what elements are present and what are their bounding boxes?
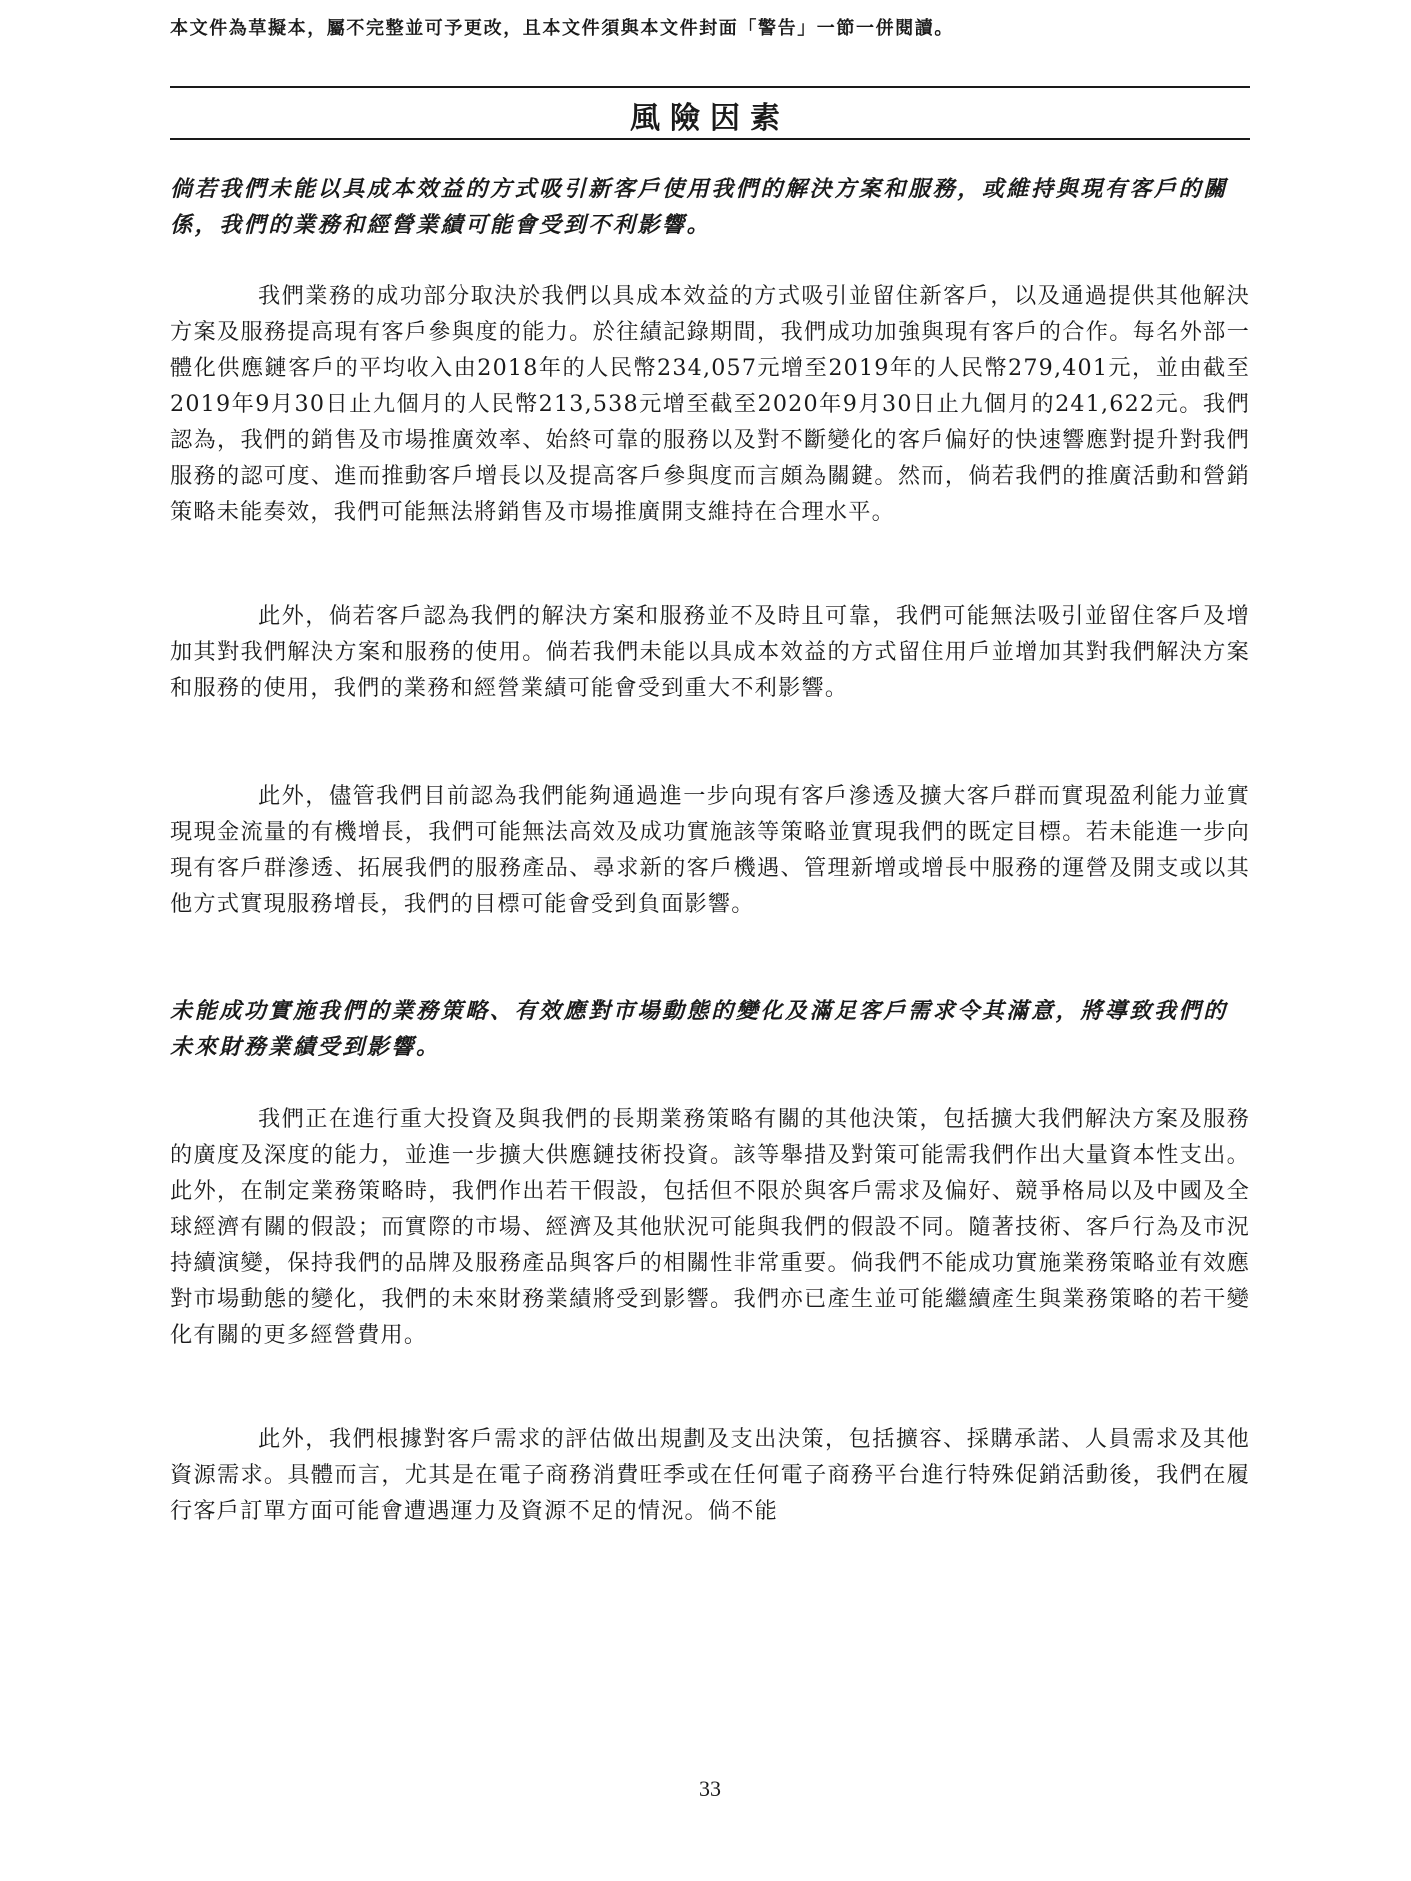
body-paragraph: 此外，我們根據對客戶需求的評估做出規劃及支出決策，包括擴容、採購承諾、人員需求及其他資源需求。具體而言，尤其是在電子商務消費旺季或在任何電子商務平台進行特殊促銷活動後，我們在履行客戶訂單方面可能會遭遇運力及資源不足的情況。倘不能 bbox=[170, 1426, 1250, 1524]
draft-disclaimer: 本文件為草擬本，屬不完整並可予更改，且本文件須與本文件封面「警告」一節一併閱讀。 bbox=[170, 18, 954, 39]
body-paragraph: 我們業務的成功部分取決於我們以具成本效益的方式吸引並留住新客戶，以及通過提供其他解決方案及服務提高現有客戶參與度的能力。於往績記錄期間，我們成功加強與現有客戶的合作。每名外部一體化供應鏈客戶的平均收入由2018年的人民幣234,057元增至2019年的人民幣279,401元，並由截至2019年9月30日止九個月的人民幣213,538元增至截至2020年9月30日止九個月的241,622元。我們認為，我們的銷售及市場推廣效率、始終可靠的服務以及對不斷變化的客戶偏好的快速響應對提升對我們服務的認可度、進而推動客戶增長以及提高客戶參與度而言頗為關鍵。然而，倘若我們的推廣活動和營銷策略未能奏效，我們可能無法將銷售及市場推廣開支維持在合理水平。 bbox=[170, 283, 1250, 525]
section-title: 風險因素 bbox=[630, 101, 790, 136]
risk-heading-customer-acquisition: 倘若我們未能以具成本效益的方式吸引新客戶使用我們的解決方案和服務，或維持與現有客戶的關係，我們的業務和經營業績可能會受到不利影響。 bbox=[170, 176, 1228, 238]
body-paragraph: 此外，倘若客戶認為我們的解決方案和服務並不及時且可靠，我們可能無法吸引並留住客戶及增加其對我們解決方案和服務的使用。倘若我們未能以具成本效益的方式留住用戶並增加其對我們解決方案和服務的使用，我們的業務和經營業績可能會受到重大不利影響。 bbox=[170, 603, 1250, 701]
risk-heading-business-strategy: 未能成功實施我們的業務策略、有效應對市場動態的變化及滿足客戶需求令其滿意，將導致我們的未來財務業績受到影響。 bbox=[170, 998, 1228, 1060]
body-paragraph: 此外，儘管我們目前認為我們能夠通過進一步向現有客戶滲透及擴大客戶群而實現盈利能力並實現現金流量的有機增長，我們可能無法高效及成功實施該等策略並實現我們的既定目標。若未能進一步向現有客戶群滲透、拓展我們的服務產品、尋求新的客戶機遇、管理新增或增長中服務的運營及開支或以其他方式實現服務增長，我們的目標可能會受到負面影響。 bbox=[170, 783, 1250, 917]
body-paragraph: 我們正在進行重大投資及與我們的長期業務策略有關的其他決策，包括擴大我們解決方案及服務的廣度及深度的能力，並進一步擴大供應鏈技術投資。該等舉措及對策可能需我們作出大量資本性支出。此外，在制定業務策略時，我們作出若干假設，包括但不限於與客戶需求及偏好、競爭格局以及中國及全球經濟有關的假設；而實際的市場、經濟及其他狀況可能與我們的假設不同。隨著技術、客戶行為及市況持續演變，保持我們的品牌及服務產品與客戶的相關性非常重要。倘我們不能成功實施業務策略並有效應對市場動態的變化，我們的未來財務業績將受到影響。我們亦已產生並可能繼續產生與業務策略的若干變化有關的更多經營費用。 bbox=[170, 1106, 1250, 1348]
header-top-rule bbox=[170, 86, 1250, 88]
header-bottom-rule bbox=[170, 138, 1250, 140]
page-number: 33 bbox=[699, 1776, 721, 1801]
